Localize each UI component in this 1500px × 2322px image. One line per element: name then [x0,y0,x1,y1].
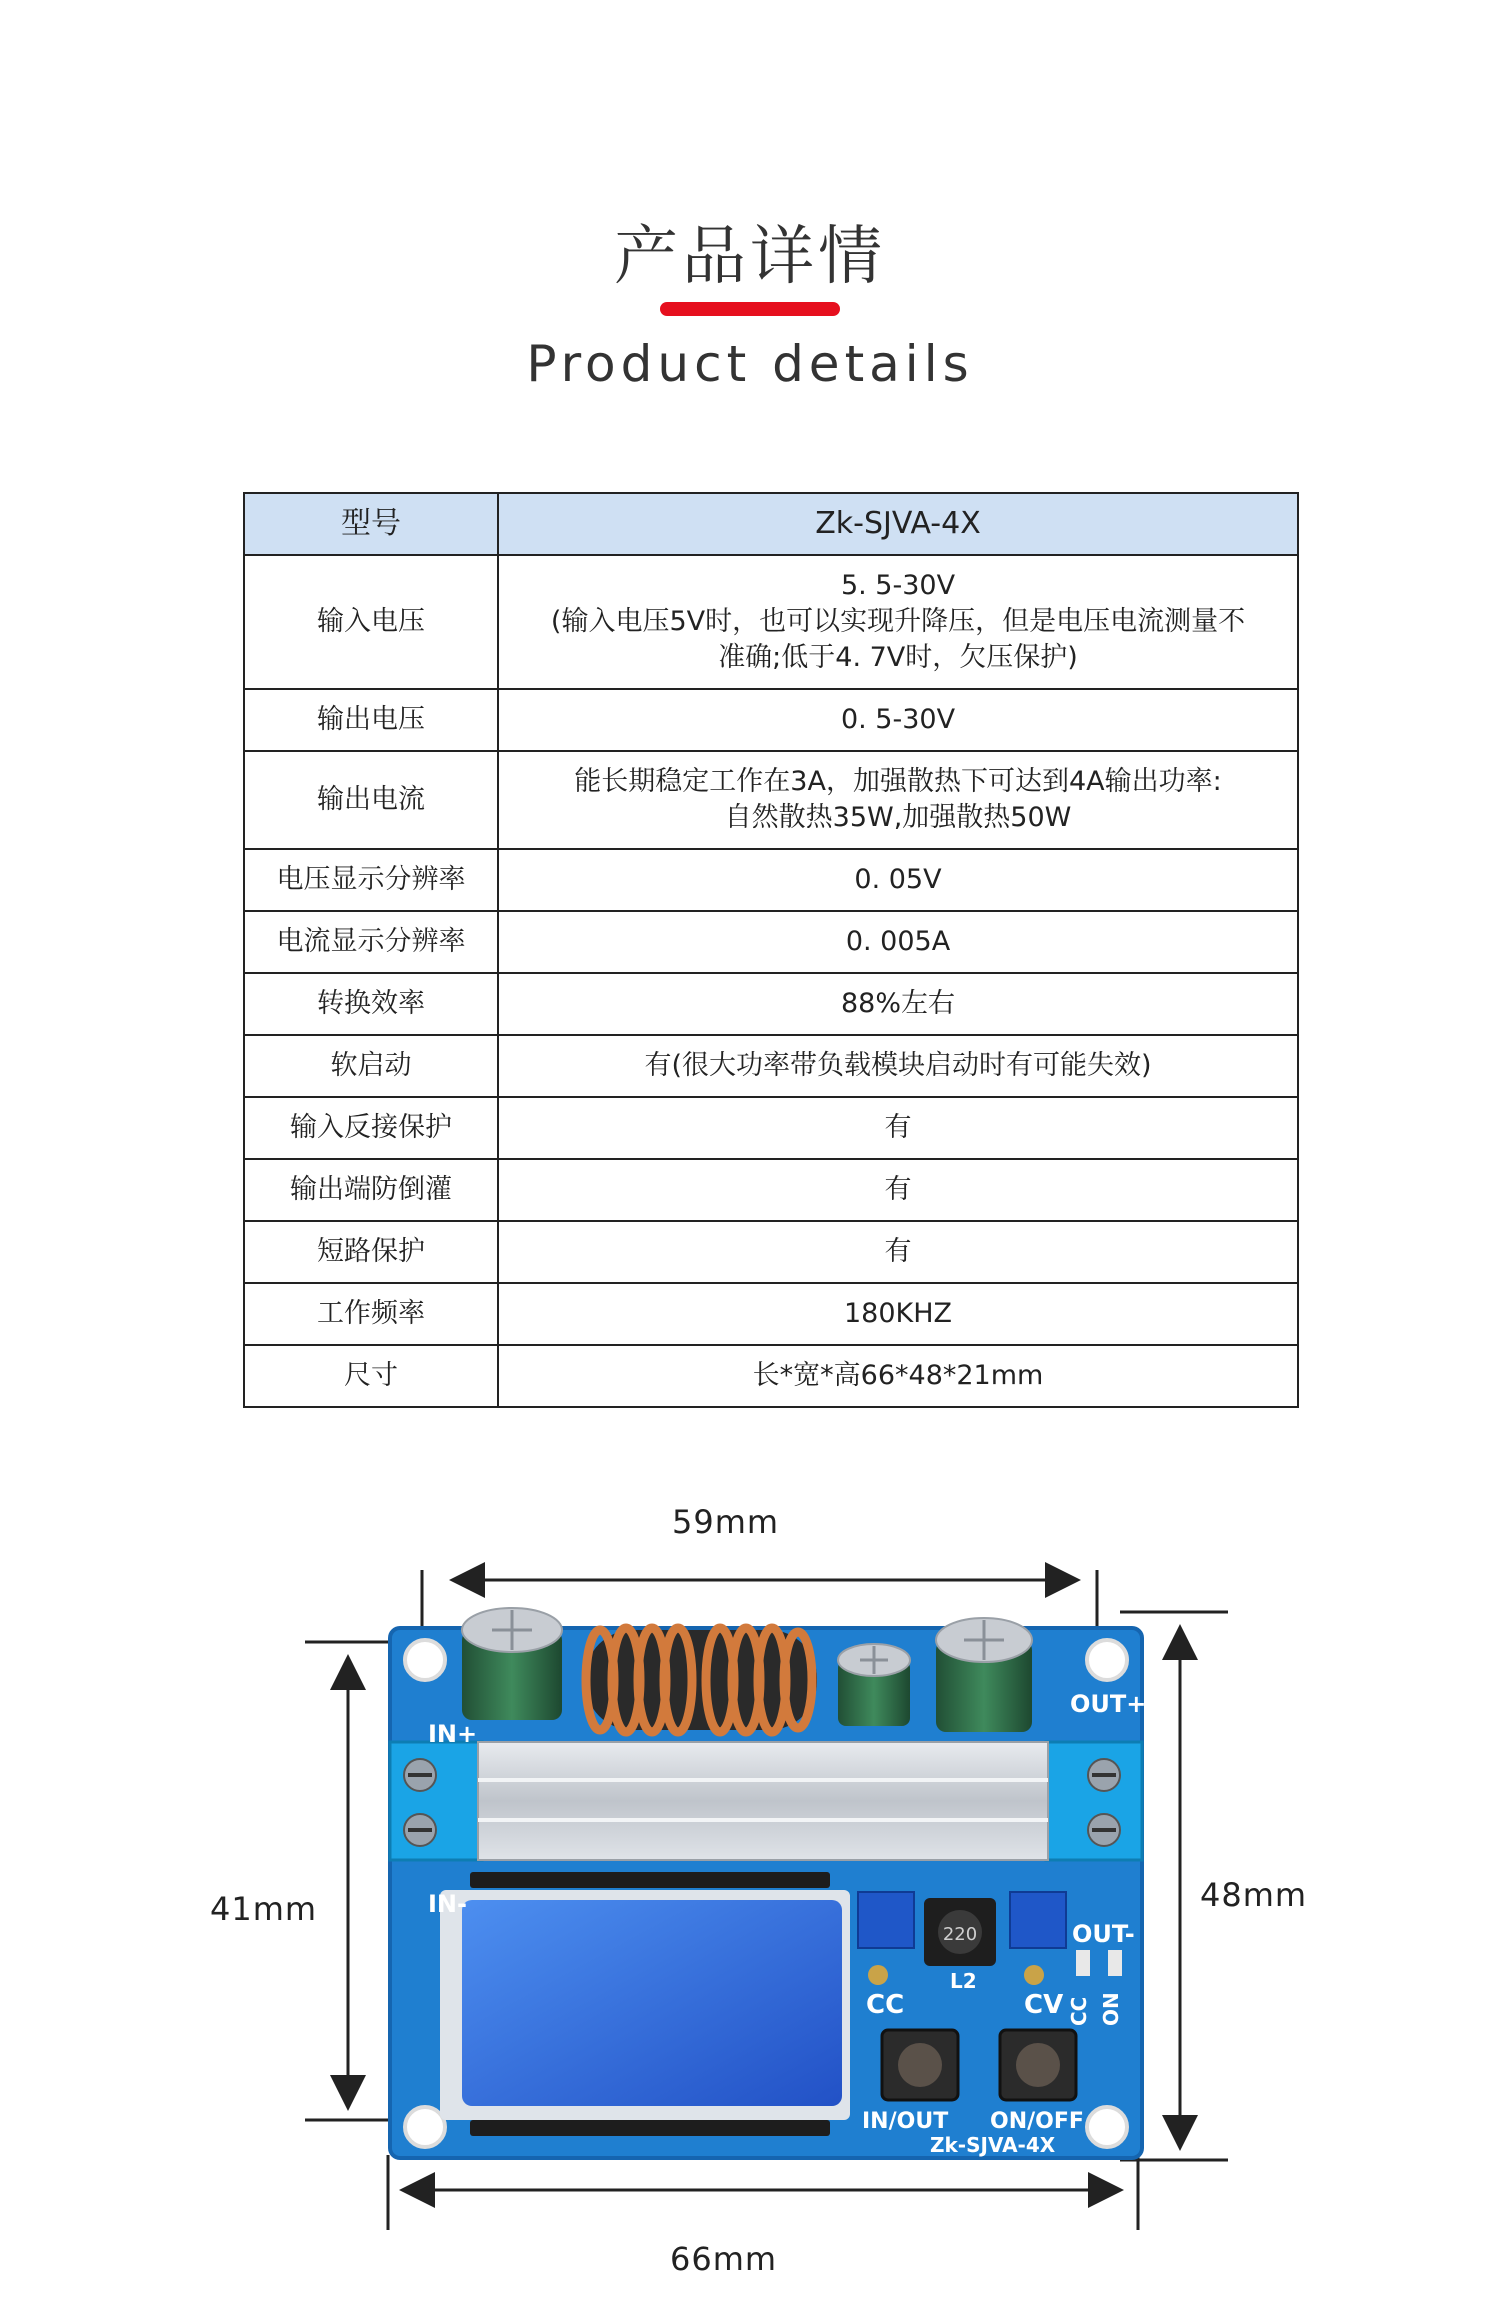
row-value-line: 准确;低于4. 7V时，欠压保护) [718,642,1078,673]
mounting-hole [1087,1640,1127,1680]
row-value-line: 能长期稳定工作在3A，加强散热下可达到4A输出功率: [574,766,1222,797]
page-title-en: Product details [526,335,974,393]
header-pins-top [470,1872,830,1888]
row-label: 转换效率 [244,973,498,1035]
header-label: 型号 [244,493,498,555]
row-label: 电压显示分辨率 [244,849,498,911]
row-value: 0. 5-30V [498,689,1298,751]
table-row [244,555,1298,689]
table-row [244,1221,1298,1283]
mounting-hole [405,2107,445,2147]
row-value: 有(很大功率带负载模块启动时有可能失效) [498,1035,1298,1097]
row-label: 输出电流 [244,751,498,849]
label-out-minus: OUT- [1072,1920,1135,1948]
led-cc [1076,1950,1090,1976]
row-value-line: 自然散热35W,加强散热50W [724,802,1072,833]
dimension-bottom-label: 66mm [670,2240,778,2278]
label-l2: L2 [950,1969,977,1993]
page-title-cn: 产品详情 [614,220,886,294]
spec-table [243,492,1299,1408]
row-label: 输出电压 [244,689,498,751]
label-in-plus: IN+ [428,1720,478,1748]
label-out-plus: OUT+ [1070,1690,1147,1718]
trim-screw-cc [868,1965,888,1985]
label-btn-on-off: ON/OFF [990,2109,1084,2134]
table-row [244,973,1298,1035]
row-value: 长*宽*高66*48*21mm [498,1345,1298,1407]
table-row [244,1345,1298,1407]
heatsink [478,1742,1048,1860]
toroid-inductor [585,1628,817,1732]
table-row [244,689,1298,751]
potentiometer-cc [858,1892,914,1948]
capacitor-output-small [838,1644,910,1726]
trim-screw-cv [1024,1965,1044,1985]
label-cc: CC [866,1990,905,2020]
row-value: 180KHZ [498,1283,1298,1345]
smd-inductor [924,1898,996,1966]
potentiometer-cv [1010,1892,1066,1948]
capacitor-input [462,1608,562,1720]
row-value [498,751,1298,849]
row-value-line: 5. 5-30V [840,570,956,601]
board-illustration [0,1480,1500,2322]
row-value: 0. 05V [498,849,1298,911]
lcd-display [440,1890,850,2120]
dimension-left-label: 41mm [210,1890,318,1928]
row-label: 短路保护 [244,1221,498,1283]
label-led-on: ON [1099,1992,1123,2026]
row-label: 输入电压 [244,555,498,689]
row-value: 0. 005A [498,911,1298,973]
input-terminal-block [390,1742,482,1860]
capacitor-output-large [936,1618,1032,1732]
row-value: 有 [498,1221,1298,1283]
table-row [244,849,1298,911]
table-row [244,751,1298,849]
row-label: 软启动 [244,1035,498,1097]
label-led-cc: CC [1067,1996,1091,2026]
header-value: Zk-SJVA-4X [498,493,1298,555]
label-model: Zk-SJVA-4X [930,2133,1056,2157]
mounting-hole [1087,2107,1127,2147]
row-label: 工作频率 [244,1283,498,1345]
row-label: 电流显示分辨率 [244,911,498,973]
dimension-right-label: 48mm [1200,1876,1308,1914]
output-terminal-block [1046,1742,1142,1860]
row-value-line: (输入电压5V时，也可以实现升降压，但是电压电流测量不 [550,606,1246,637]
button-in-out[interactable] [882,2030,958,2100]
label-cv: CV [1024,1990,1064,2020]
header-pins-bottom [470,2120,830,2136]
row-value: 有 [498,1097,1298,1159]
button-on-off[interactable] [1000,2030,1076,2100]
row-label: 输出端防倒灌 [244,1159,498,1221]
mounting-hole [405,1640,445,1680]
table-header-row [244,493,1298,555]
title-divider [660,302,840,316]
row-value: 88%左右 [498,973,1298,1035]
row-value [498,555,1298,689]
dimension-top-label: 59mm [672,1503,780,1541]
row-label: 尺寸 [244,1345,498,1407]
label-btn-in-out: IN/OUT [862,2109,949,2134]
label-in-minus: IN- [428,1890,467,1918]
table-row [244,1035,1298,1097]
inductor-code: 220 [942,1924,978,1945]
table-row [244,1097,1298,1159]
table-row [244,911,1298,973]
row-label: 输入反接保护 [244,1097,498,1159]
row-value: 有 [498,1159,1298,1221]
table-row [244,1159,1298,1221]
table-row [244,1283,1298,1345]
led-on [1108,1950,1122,1976]
